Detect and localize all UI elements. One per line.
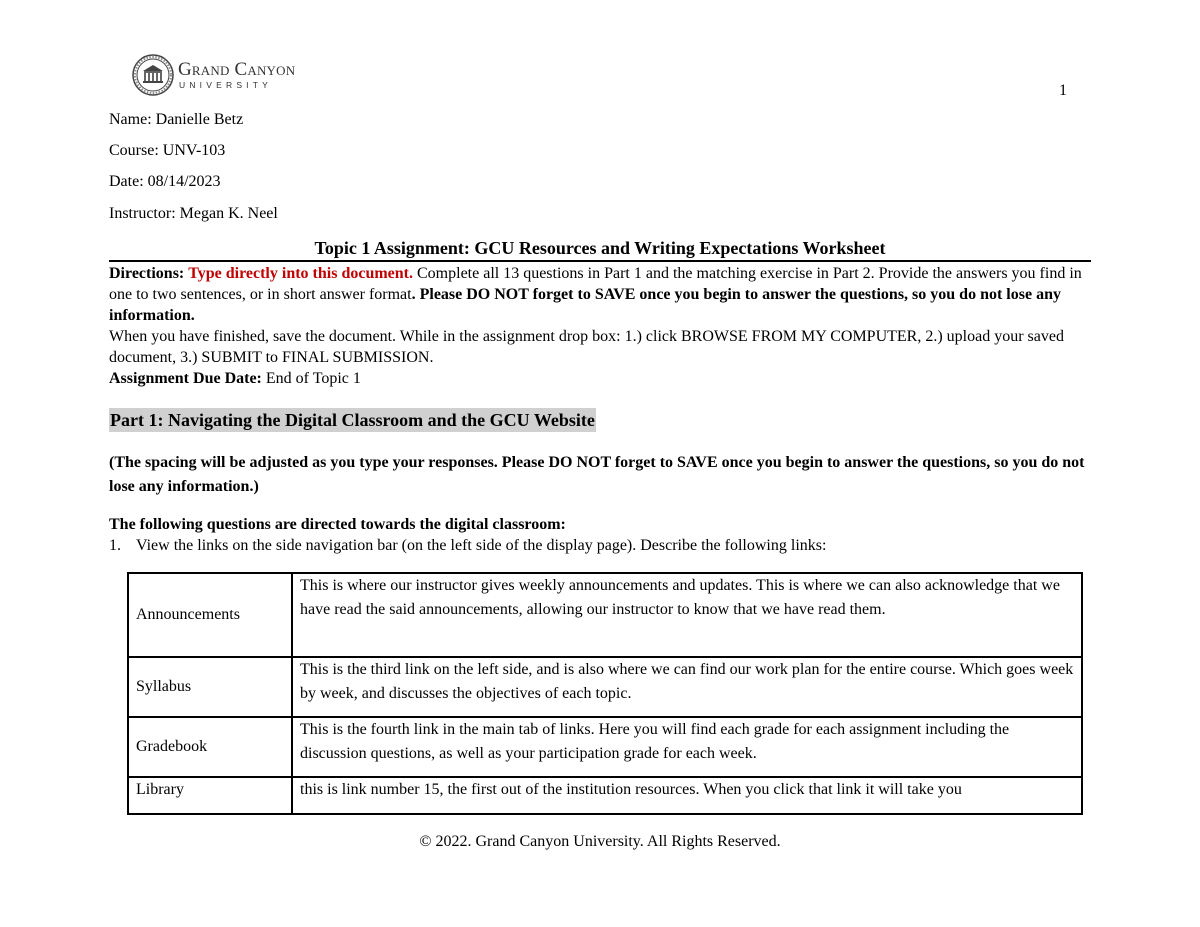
page-number: 1: [1059, 82, 1067, 99]
links-table: [127, 572, 1083, 815]
spacing-note: (The spacing will be adjusted as you type your responses. Please DO NOT forget to SAVE once you begin to answer the questions, so you do not lose any information.): [109, 454, 1085, 495]
table-row: [128, 777, 1082, 814]
question-1: [109, 535, 826, 556]
table-cell-label: Syllabus: [128, 657, 292, 717]
due-date-value: End of Topic 1: [261, 370, 361, 387]
table-cell-answer[interactable]: This is the third link on the left side, and is also where we can find our work plan for the entire course. Which goes week by week, and discusses the objectives of each topic.: [292, 657, 1082, 717]
part1-heading: Part 1: Navigating the Digital Classroom and the GCU Website: [110, 410, 595, 430]
meta-date: Date: 08/14/2023: [109, 173, 221, 190]
questions-intro: The following questions are directed towards the digital classroom:: [109, 516, 566, 533]
question-text: View the links on the side navigation bar (on the left side of the display page). Describe the following links:: [136, 537, 827, 554]
title-divider: [109, 260, 1091, 262]
meta-name: Name: Danielle Betz: [109, 111, 244, 128]
table-cell-answer[interactable]: This is the fourth link in the main tab of links. Here you will find each grade for each assignment including the discussion questions, as well as your participation grade for each week.: [292, 717, 1082, 777]
logo-subtitle: UNIVERSITY: [179, 80, 273, 91]
directions-save-note: . Please DO NOT forget to SAVE once you begin to answer the questions, so you do not lose any information.: [109, 286, 1061, 324]
directions-submit-text: When you have finished, save the document. While in the assignment drop box: 1.) click BROWSE FROM MY COMPUTER, 2.) upload your saved document, 3.) SUBMIT to FINAL SUBMISSION.: [109, 328, 1064, 366]
table-cell-answer[interactable]: This is where our instructor gives weekly announcements and updates. This is where we can also acknowledge that we have read the said announcements, allowing our instructor to know that we have read them.: [292, 573, 1082, 657]
due-date-label: Assignment Due Date:: [109, 370, 262, 387]
table-cell-label: Gradebook: [128, 717, 292, 777]
table-row: [128, 717, 1082, 777]
university-logo: [132, 54, 295, 96]
document-title: Topic 1 Assignment: GCU Resources and Writing Expectations Worksheet: [314, 238, 886, 258]
logo-name: Grand Canyon: [178, 59, 296, 81]
meta-instructor: Instructor: Megan K. Neel: [109, 205, 278, 222]
table-cell-answer[interactable]: this is link number 15, the first out of the institution resources. When you click that link it will take you: [292, 777, 1082, 814]
meta-course: Course: UNV-103: [109, 142, 226, 159]
directions-label: Directions:: [109, 265, 185, 282]
copyright-footer: © 2022. Grand Canyon University. All Rights Reserved.: [419, 833, 781, 850]
directions-text: Complete all 13 questions in Part 1 and the matching exercise in Part 2. Provide the answers you find in one to two sentences, or in short answer format: [109, 265, 1082, 303]
directions-red-text: Type directly into this document.: [188, 265, 413, 282]
table-row: [128, 573, 1082, 657]
question-number: 1.: [109, 537, 121, 554]
table-cell-label: Library: [128, 777, 292, 814]
directions-block: [109, 263, 1094, 389]
table-cell-label: Announcements: [128, 573, 292, 657]
table-row: [128, 657, 1082, 717]
university-seal-icon: [132, 54, 174, 96]
